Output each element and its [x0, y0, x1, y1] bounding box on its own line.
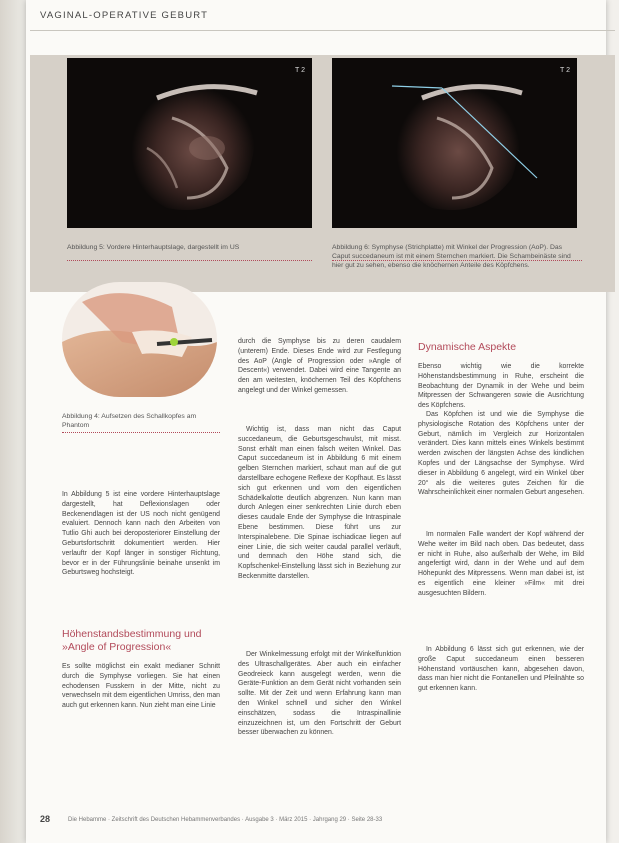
figure-4-caption: Abbildung 4: Aufsetzen des Schallkopfes am Phantom [62, 413, 197, 429]
section-heading-height-angle: Höhenstandsbestimmung und »Angle of Progression« [62, 628, 202, 653]
ultrasound-left-marker: T 2 [295, 67, 305, 74]
phantom-photo-graphic [62, 282, 217, 397]
journal-footer: Die Hebamme · Zeitschrift des Deutschen Hebammenverbandes · Ausgabe 3 · März 2015 · Jahrgang 29 · Seite 28-33 [68, 817, 383, 823]
ultrasound-image-right [332, 58, 577, 228]
ultrasound-image-left [67, 58, 312, 228]
page-binding-shadow [0, 0, 26, 843]
caption-divider-left [67, 260, 312, 261]
col3-paragraph-3: Im normalen Falle wandert der Kopf während der Wehe weiter im Bild nach oben. Das bedeutet, dass er nicht in Ruhe, also außerhalb der Wehe, im Bild angefertigt wird, dann in der Wehe und auf dem Höhepunkt des Mitpressens. Wenn man dabei ist, ist es eigentlich eine kleiner »Film« mit drei ausgesuchten Bildern. [418, 531, 584, 597]
phantom-photo [62, 282, 217, 397]
col3-paragraph-4: In Abbildung 6 lässt sich gut erkennen, wie der große Caput succedaneum einen besseren Höhenstand vortäuschen kann, abgesehen davon, dass man hier nicht die Fontanellen und Pfeilnähte so gut erkennen kann. [418, 646, 584, 693]
figure-6-caption: Abbildung 6: Symphyse (Strichplatte) mit Winkel der Progression (AoP). Das Caput succedaneum ist mit einem Sternchen markiert. Die Schambeinäste sind hier gut zu sehen, ebenso die knöchernen Anteile des Köpfchens. [332, 244, 571, 269]
page-number: 28 [40, 814, 51, 824]
running-title: VAGINAL-OPERATIVE GEBURT [40, 10, 209, 21]
col1-paragraph-2: Es sollte möglichst ein exakt medianer Schnitt durch die Symphyse vorliegen. Sie hat einen echodensen Fusskern in der Mitte, nicht zu verwechseln mit dem eigentlichen Umriss, den man auch gut erkennen kann. Nun zieht man eine Linie [62, 663, 220, 710]
section-heading-dynamic: Dynamische Aspekte [418, 341, 517, 353]
col3-paragraph-1: Ebenso wichtig wie die korrekte Höhenstandsbestimmung in Ruhe, erscheint die Beobachtung der Dynamik in der Wehe und beim Mitpressen der Schwangeren sowie die Ausrichtung des Köpfchens. [418, 363, 584, 410]
ultrasound-right-marker: T 2 [560, 67, 570, 74]
col1-paragraph-1: In Abbildung 5 ist eine vordere Hinterhauptslage dargestellt, hat Deflexionslagen oder Beckenendlagen ist der US noch nicht genügend evaluiert. Dennoch kann nach den Arbeiten von Tutlio Ghi auch bei deroposteriorer Einstellung der Geburtsfortschritt dokumentiert werden. Hier verlauftr der Kopf länger in sonstiger Richtung, bevor er in der Führungslinie beinahe unsenkt im Geburtsweg hochsteigt. [62, 491, 220, 577]
caption-divider-photo [62, 432, 220, 433]
header-rule [30, 30, 615, 31]
figure-5-caption: Abbildung 5: Vordere Hinterhauptslage, dargestellt im US [67, 244, 240, 251]
col2-paragraph-2: Wichtig ist, dass man nicht das Caput succedaneum, die Geburtsgeschwulst, mit misst. Sonst erhält man einen falsch weiten Winkel. Das Caput succedaneum ist in Abbildung 6 mit einem gelben Sternchen markiert, schaut man auf die gut darstellbare echogene Reflexe der Kopfhaut. Es lässt sich gut erkennen und vom den eigentlichen Schädelkalotte deutlich abgrenzen. Nun kann man durch Anlegen einer senkrechten Linie durch eben dieses caudale Ende der Symphyse die Intraspinale Ebene bestimmen. Diese führt uns zur Interspinalebene. Die Spinae ischiadicae liegen auf einer Linie, die sich weiter caudal parallel verläuft, und demnach den Höhe stand sich, die Kopfschenkel-Einstellung lässt sich in Beziehung zur Beckenmitte darstellen. [238, 426, 401, 580]
col3-paragraph-2: Das Köpfchen ist und wie die Symphyse die physiologische Rotation des Köpfchens unter der Geburt, nämlich im Vergleich zur Horizontalen verändert. Dies kann mittels eines Winkels bestimmt werden zwischen der längsten Achse des kindlichen Kopfes und der Längsachse der Symphyse. Wird dieser in Abbildung 6 angelegt, wird ein Winkel über 20° als die weiteres gutes Zeichen für die Wahrscheinlichkeit einer normalen Geburt angesehen. [418, 411, 584, 497]
ultrasound-right-graphic [332, 58, 577, 228]
caption-divider-right [332, 260, 582, 261]
col2-paragraph-3: Der Winkelmessung erfolgt mit der Winkelfunktion des Ultraschallgerätes. Aber auch ein einfacher Geodreieck kann ausgelegt werden, wenn die Geräte-Funktion an dem Gerät nicht vorhanden sein sollte. Mit der Zeit und wenn Erfahrung kann man den Winkel schnell und sicher den Winkel einschätzen, sodass die Intraspinallinie einzuzeichnen ist, um den Fortschritt der Geburt besser überwachen zu können. [238, 651, 401, 737]
col2-paragraph-1: durch die Symphyse bis zu deren caudalem (unterem) Ende. Dieses Ende wird zur Festlegung des AoP (Angle of Progression oder »Angle of Descent«) verwendet. Dabei wird eine Tangente an den am weitesten, knöchernen Teil des Köpfchens angelegt und der Winkel gemessen. [238, 338, 401, 394]
ultrasound-left-graphic [67, 58, 312, 228]
